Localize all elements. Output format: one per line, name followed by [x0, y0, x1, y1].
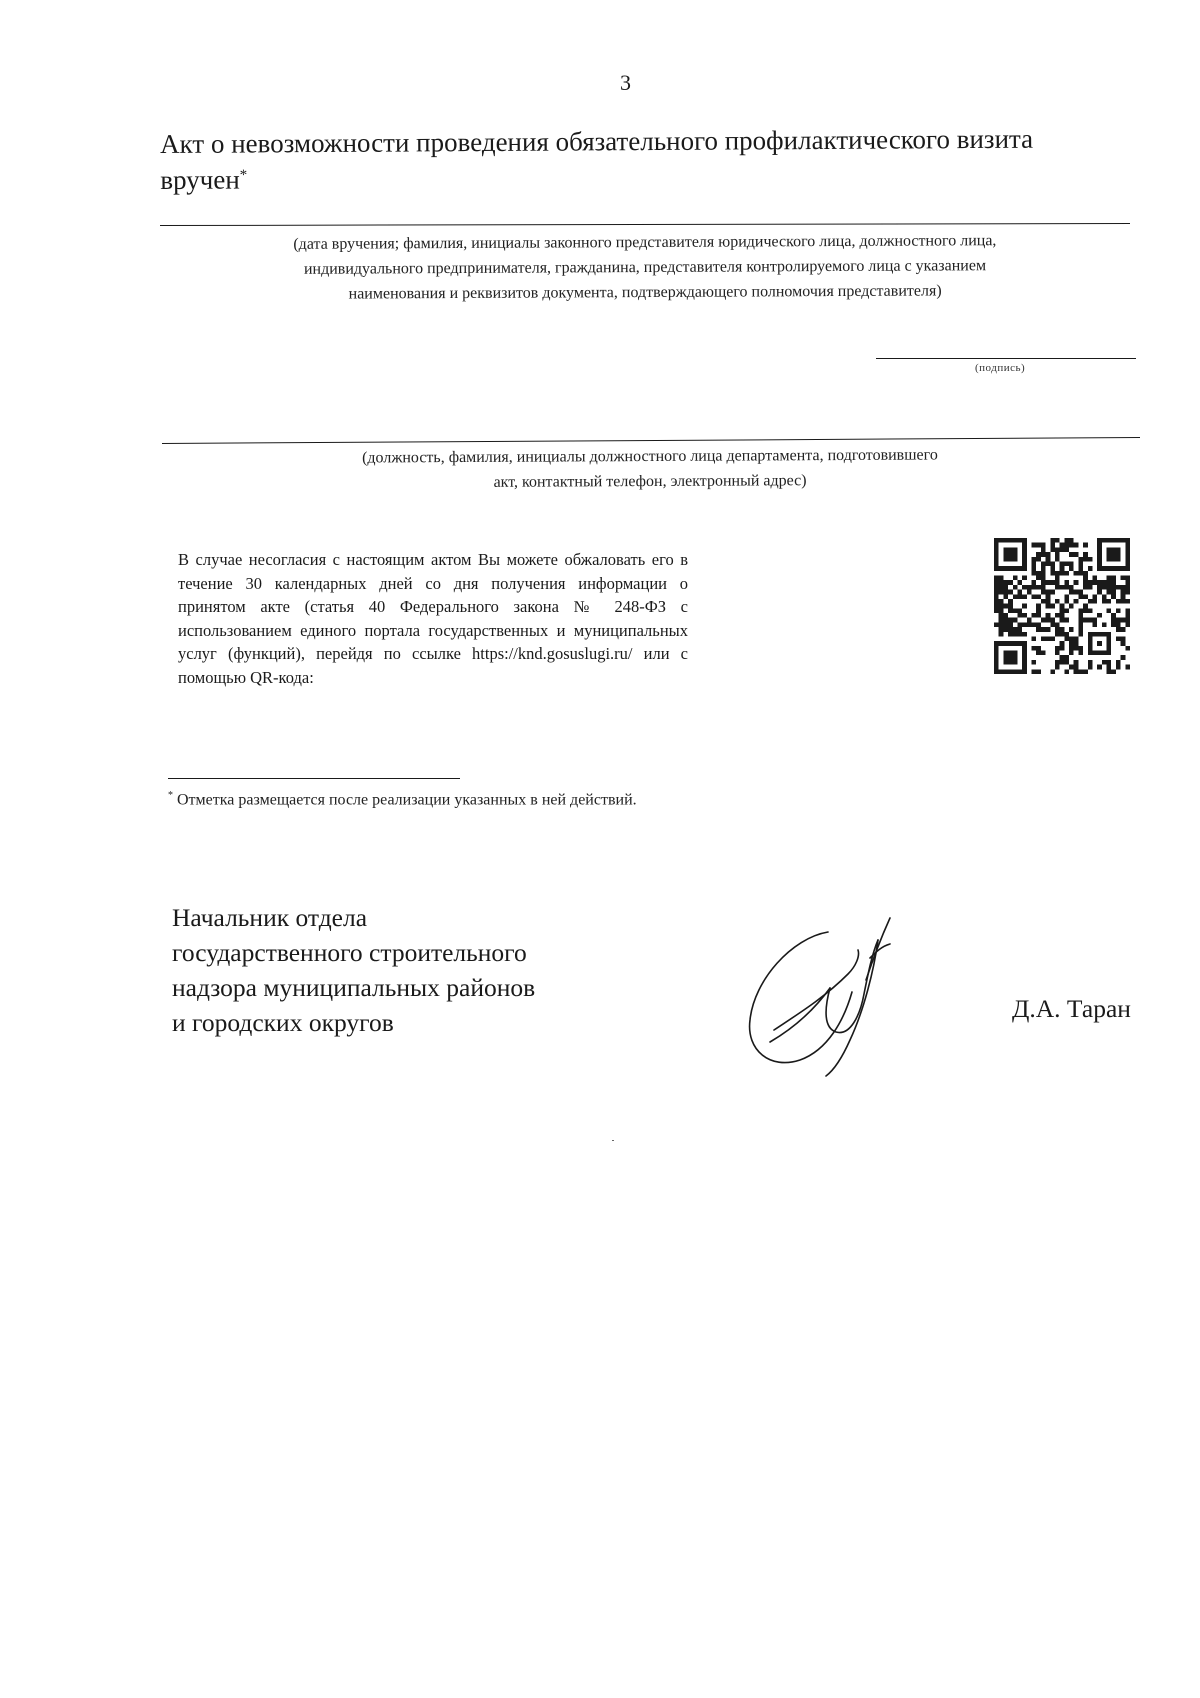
scan-speck [612, 1140, 614, 1141]
document-heading [160, 120, 1100, 198]
official-caption [200, 442, 1100, 497]
signatory-title-line-2: государственного строительного [172, 938, 527, 967]
official-caption-line-2: акт, контактный телефон, электронный адрес) [493, 472, 807, 491]
handwritten-signature [740, 910, 920, 1080]
signatory-title [172, 900, 535, 1040]
recipient-caption [160, 227, 1130, 307]
heading-line-2: вручен* [160, 164, 248, 195]
signature-caption: (подпись) [975, 362, 1026, 374]
signatory-title-line-4: и городских округов [172, 1008, 394, 1037]
recipient-caption-line-1: (дата вручения; фамилия, инициалы законного представителя юридического лица, должностного лица, [293, 232, 997, 253]
footnote [168, 790, 637, 809]
recipient-line [160, 223, 1130, 226]
appeal-paragraph: В случае несогласия с настоящим актом Вы можете обжаловать его в течение 30 календарных дней со дня получения информации о принятом акте (статья 40 Федерального закона № 248-ФЗ с использованием единого портала государственных и муниципальных услуг (функций), перейдя по ссылке https://knd.gosuslugi.ru/ или с помощью QR-кода: [178, 550, 688, 687]
signatory-title-line-1: Начальник отдела [172, 903, 368, 932]
footnote-text: Отметка размещается после реализации указанных в ней действий. [177, 791, 637, 809]
signatory-title-line-3: надзора муниципальных районов [172, 973, 536, 1002]
heading-marker: * [239, 167, 248, 184]
qr-code-icon[interactable] [994, 538, 1130, 674]
recipient-caption-line-3: наименования и реквизитов документа, подтверждающего полномочия представителя) [348, 282, 942, 303]
recipient-caption-line-2: индивидуального предпринимателя, гражданина, представителя контролируемого лица с указанием [303, 257, 987, 278]
heading-line-1: Акт о невозможности проведения обязательного профилактического визита [160, 123, 1034, 159]
official-caption-line-1: (должность, фамилия, инициалы должностного лица департамента, подготовившего [362, 446, 938, 467]
footnote-marker: * [168, 790, 173, 801]
signatory-name: Д.А. Таран [1012, 994, 1131, 1023]
page-number: 3 [620, 70, 631, 95]
signature-line [876, 358, 1136, 359]
footnote-divider [168, 778, 460, 779]
